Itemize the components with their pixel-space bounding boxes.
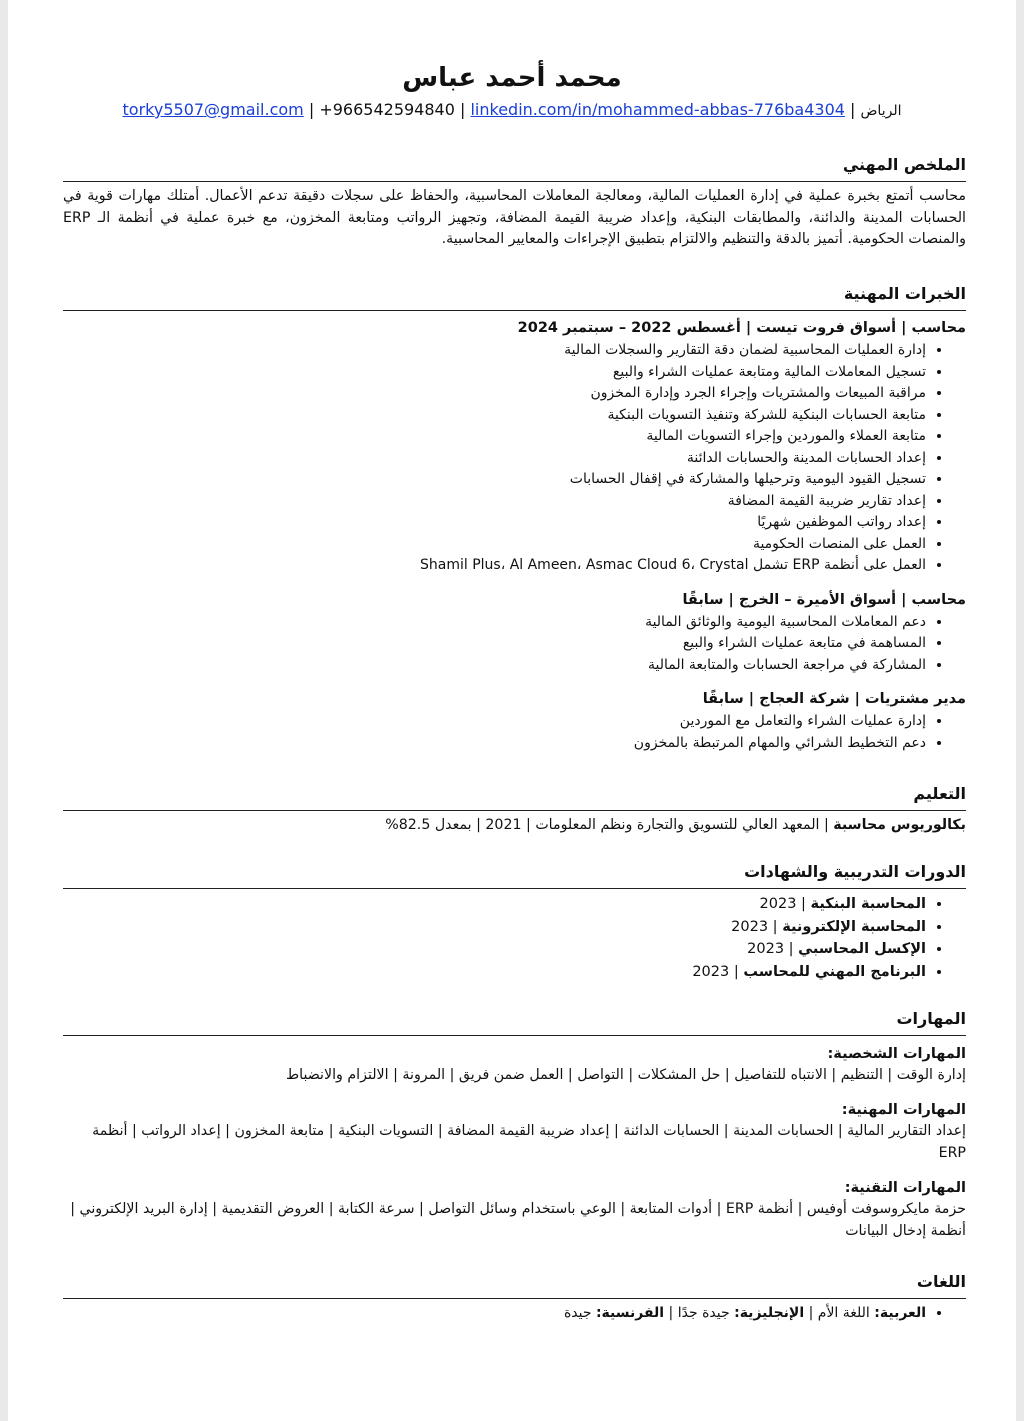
skills-title: المهارات: [63, 1008, 966, 1036]
course-name: المحاسبة الإلكترونية: [782, 918, 926, 935]
list-item: • إعداد تقارير ضريبة القيمة المضافة: [63, 491, 926, 513]
list-item: • دعم التخطيط الشرائي والمهام المرتبطة بالمخزون: [63, 733, 926, 755]
languages-list: [63, 1303, 966, 1325]
skill-group-text: إدارة الوقت | التنظيم | الانتباه للتفاصيل | حل المشكلات | التواصل | العمل ضمن فريق | المرونة | الالتزام والانضباط: [286, 1067, 966, 1083]
courses-list: [63, 893, 966, 983]
list-item: • المشاركة في مراجعة الحسابات والمتابعة المالية: [63, 655, 926, 677]
experience-title: الخبرات المهنية: [63, 283, 966, 311]
skill-group-title: المهارات المهنية:: [841, 1102, 966, 1118]
education-section: [63, 783, 966, 837]
resume-page: [8, 0, 1016, 1421]
list-item: • إدارة العمليات المحاسبية لضمان دقة التقارير والسجلات المالية: [63, 340, 926, 362]
contact-separator: |: [459, 100, 466, 119]
skill-group-title: المهارات الشخصية:: [827, 1046, 966, 1062]
course-year: | 2023: [747, 941, 799, 957]
list-item: [63, 916, 926, 939]
course-year: | 2023: [759, 896, 811, 912]
list-item: • العمل على أنظمة ERP تشمل Shamil Plus، Al Ameen، Asmac Cloud 6، Crystal: [63, 555, 926, 577]
skill-group-text: حزمة مايكروسوفت أوفيس | أنظمة ERP | أدوات المتابعة | الوعي باستخدام وسائل التواصل | سرعة الكتابة | العروض التقديمية | إدارة البريد الإلكتروني | أنظمة إدخال البيانات: [70, 1201, 966, 1239]
summary-text: محاسب أتمتع بخبرة عملية في إدارة العمليات المالية، ومعالجة المعاملات المحاسبية، والحفاظ على سجلات دقيقة تدعم الأعمال. أمتلك مهارات قوية في الحسابات المدينة والدائنة، والمطابقات البنكية، وإعداد ضريبة القيمة المضافة، وتجهيز الرواتب ومتابعة المخزون، مع خبرة عملية في أنظمة الـ ERP والمنصات الحكومية. أتميز بالدقة والتنظيم والالتزام بتطبيق الإجراءات والمعايير المحاسبية.: [63, 188, 966, 247]
languages-section: [63, 1271, 966, 1325]
list-item: • متابعة العملاء والموردين وإجراء التسويات المالية: [63, 426, 926, 448]
skills-section: [63, 1008, 966, 1242]
email-link[interactable]: torky5507@gmail.com: [122, 100, 304, 119]
skill-group-text: إعداد التقارير المالية | الحسابات المدينة | الحسابات الدائنة | إعداد ضريبة القيمة المضافة | التسويات البنكية | متابعة المخزون | إعداد الرواتب | أنظمة ERP: [92, 1123, 966, 1161]
languages-title: اللغات: [63, 1271, 966, 1299]
contact-separator: |: [308, 100, 315, 119]
list-item: • تسجيل المعاملات المالية ومتابعة عمليات الشراء والبيع: [63, 362, 926, 384]
list-item: • المساهمة في متابعة عمليات الشراء والبيع: [63, 633, 926, 655]
contact-city: الرياض: [860, 103, 902, 119]
summary-section: [63, 154, 966, 251]
education-entry: [63, 815, 966, 837]
course-year: | 2023: [731, 918, 783, 935]
language-name: العربية:: [874, 1305, 926, 1321]
language-level: اللغة الأم |: [804, 1305, 875, 1321]
list-item: • إعداد رواتب الموظفين شهريًا: [63, 512, 926, 534]
job-bullets: [63, 340, 966, 577]
education-title: التعليم: [63, 783, 966, 811]
job-bullets: [63, 711, 966, 754]
job-heading: محاسب | أسواق الأميرة – الخرج | سابقًا: [682, 591, 966, 608]
job-heading: مدير مشتريات | شركة العجاج | سابقًا: [702, 691, 966, 707]
phone-number: +966542594840: [319, 100, 455, 119]
list-item: • مراقبة المبيعات والمشتريات وإجراء الجرد وإدارة المخزون: [63, 383, 926, 405]
courses-title: الدورات التدريبية والشهادات: [63, 861, 966, 889]
list-item: • العمل على المنصات الحكومية: [63, 534, 926, 556]
list-item: [63, 1303, 926, 1325]
skill-group-title: المهارات التقنية:: [844, 1180, 966, 1196]
contact-line: [8, 100, 1016, 119]
course-name: البرنامج المهني للمحاسب: [743, 963, 926, 980]
linkedin-link[interactable]: linkedin.com/in/mohammed-abbas-776ba4304: [470, 100, 845, 119]
job-heading: محاسب | أسواق فروت تيست | أغسطس 2022 – سبتمبر 2024: [517, 320, 966, 336]
degree-name: بكالوريوس محاسبة: [833, 817, 966, 833]
degree-details: | المعهد العالي للتسويق والتجارة ونظم المعلومات | 2021 | بمعدل 82.5%: [385, 817, 834, 833]
list-item: • إدارة عمليات الشراء والتعامل مع الموردين: [63, 711, 926, 733]
list-item: [63, 938, 926, 961]
list-item: • تسجيل القيود اليومية وترحيلها والمشاركة في إقفال الحسابات: [63, 469, 926, 491]
list-item: [63, 893, 926, 916]
language-level: جيدة: [563, 1305, 596, 1321]
course-year: | 2023: [692, 963, 744, 980]
course-name: الإكسل المحاسبي: [798, 941, 926, 957]
language-name: الإنجليزية:: [734, 1305, 805, 1321]
contact-separator: |: [850, 100, 856, 119]
list-item: • إعداد الحسابات المدينة والحسابات الدائنة: [63, 448, 926, 470]
courses-section: [63, 861, 966, 983]
job-bullets: [63, 612, 966, 677]
list-item: • دعم المعاملات المحاسبية اليومية والوثائق المالية: [63, 612, 926, 634]
summary-title: الملخص المهني: [63, 154, 966, 182]
list-item: • متابعة الحسابات البنكية للشركة وتنفيذ التسويات البنكية: [63, 405, 926, 427]
candidate-name: محمد أحمد عباس: [402, 63, 622, 93]
course-name: المحاسبة البنكية: [810, 896, 926, 912]
experience-section: [63, 283, 966, 754]
language-level: جيدة جدًا |: [664, 1305, 735, 1321]
language-name: الفرنسية:: [595, 1305, 665, 1321]
list-item: [63, 961, 926, 984]
resume-header: [8, 62, 1016, 119]
